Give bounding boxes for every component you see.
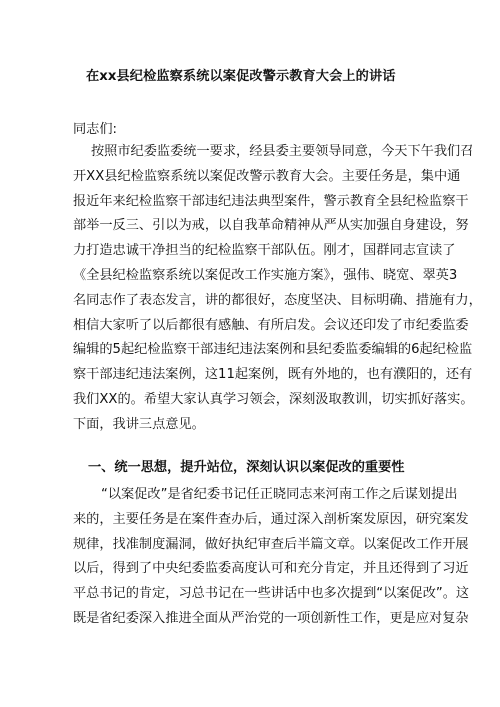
paragraph-line: 开XX县纪检监察系统以案促改警示教育大会。主要任务是，集中通 [73,168,461,184]
paragraph-line: 察干部违纪违法案例，这11起案例，既有外地的，也有濮阳的，还有 [73,367,473,383]
paragraph-line: 报近年来纪检监察干部违纪违法典型案件，警示教育全县纪检监察干 [73,193,469,209]
paragraph-line: 我们XX的。希望大家认真学习领会，深刻汲取教训，切实抓好落实。 [73,391,474,407]
paragraph-line: 来的，主要任务是在案件查办后，通过深入剖析案发原因，研究案发 [73,511,469,527]
paragraph-line: 既是省纪委深入推进全面从严治党的一项创新性工作，更是应对复杂 [73,610,469,626]
paragraph-line: 规律，找准制度漏洞，做好执纪审查后半篇文章。以案促改工作开展 [73,536,469,552]
paragraph-line: 部举一反三、引以为戒，以自我革命精神从严从实加强自身建设，努 [73,218,469,234]
paragraph-line: 《全县纪检监察系统以案促改工作实施方案》，强伟、晓宽、翠英3 [73,267,458,283]
paragraph-line: 按照市纪委监委统一要求，经县委主要领导同意，今天下午我们召 [91,144,474,159]
paragraph-line: 编辑的5起纪检监察干部违纪违法案例和县纪委监委编辑的6起纪检监 [73,342,473,358]
paragraph-2 [73,483,470,632]
paragraph-line: 相信大家听了以后都很有感触、有所启发。会议还印发了市纪委监委 [73,317,469,333]
paragraph-line: 以后，得到了中央纪委监委高度认可和充分肯定，并且还得到了习近 [73,561,469,577]
paragraph-1 [73,140,482,438]
paragraph-line: 力打造忠诚干净担当的纪检监察干部队伍。刚才，国群同志宣读了 [73,243,456,259]
section-heading-1: 一、统一思想，提升站位，深刻认识以案促改的重要性 [88,460,405,475]
paragraph-line: 名同志作了表态发言，讲的都很好，态度坚决、目标明确、措施有力， [73,292,482,308]
paragraph-line: “以案促改”是省纪委书记任正晓同志来河南工作之后谋划提出 [101,487,458,502]
document-title: 在xx县纪检监察系统以案促改警示教育大会上的讲话 [86,69,396,84]
paragraph-line: 下面，我讲三点意见。 [73,416,205,432]
salutation: 同志们: [73,122,118,137]
paragraph-line: 平总书记的肯定，习总书记在一些讲话中也多次提到“以案促改”。这 [73,586,470,602]
